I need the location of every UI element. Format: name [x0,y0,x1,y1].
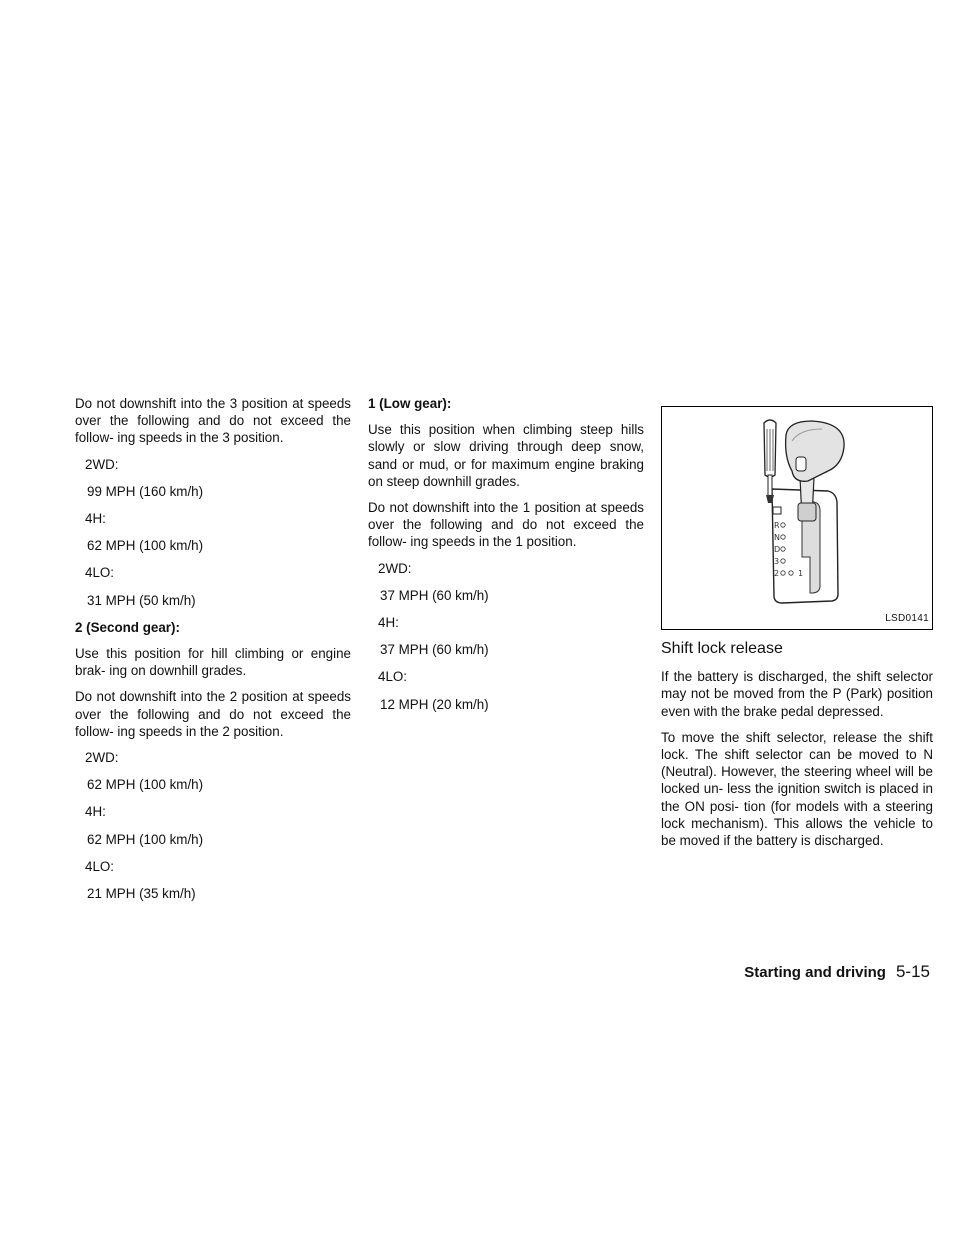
gate-label: 3 [774,557,780,566]
gate-label: 2 [774,569,780,578]
shift-lock-release-title: Shift lock release [661,640,783,657]
column-3 [661,406,933,858]
speed-value: 37 MPH (60 km/h) [380,587,489,603]
gate-label: N [774,533,780,542]
speed-value: 31 MPH (50 km/h) [87,592,196,608]
speed-label: 2WD: [85,750,119,766]
downshift-1-intro: Do not downshift into the 1 position at speeds over the following and do not exceed the follow- ing speeds in the 1 position. [368,500,644,550]
speed-label: 4H: [85,804,106,820]
speed-value: 62 MPH (100 km/h) [87,777,204,793]
second-gear-heading: 2 (Second gear): [75,619,180,635]
speed-value: 99 MPH (160 km/h) [87,483,204,499]
speed-list-1 [368,560,644,713]
column-2 [368,395,644,723]
chapter-title: Starting and driving [744,964,886,981]
gate-label: R [774,521,780,530]
low-gear-heading: 1 (Low gear): [368,396,452,411]
speed-label: 2WD: [378,560,412,576]
shift-selector-illustration [662,407,934,631]
speed-label: 4H: [85,511,106,527]
speed-value: 21 MPH (35 km/h) [87,886,196,902]
speed-label: 4LO: [85,565,115,581]
page-footer [744,962,930,982]
figure-code: LSD0141 [885,612,929,624]
speed-label: 4H: [378,615,399,631]
page-number: 5-15 [895,962,930,981]
gate-label: D [774,545,781,554]
speed-value: 62 MPH (100 km/h) [87,831,204,847]
downshift-2-intro: Do not downshift into the 2 position at speeds over the following and do not exceed the follow- ing speeds in the 2 position. [75,689,351,739]
gate-label: 1 [798,569,804,578]
speed-label: 4LO: [85,858,115,874]
speed-value: 62 MPH (100 km/h) [87,538,204,554]
speed-list-3 [75,456,351,609]
speed-list-2 [75,749,351,902]
low-gear-use: Use this position when climbing steep hills slowly or slow driving through deep snow, sand or mud, or for maximum engine braking on steep downhill grades. [368,422,644,489]
speed-label: 2WD: [85,456,119,472]
speed-value: 37 MPH (60 km/h) [380,642,489,658]
second-gear-use: Use this position for hill climbing or engine brak- ing on downhill grades. [75,646,351,679]
column-1 [75,395,351,912]
shift-lock-figure [661,406,933,630]
shift-lock-para-1: If the battery is discharged, the shift selector may not be moved from the P (Park) position even with the brake pedal depressed. [661,669,933,719]
shift-lock-para-2: To move the shift selector, release the shift lock. The shift selector can be moved to N (Neutral). However, the steering wheel will be locked un- less the ignition switch is placed in the ON posi- tion (for models with a steering lock mechanism). This allows the vehicle to be moved if the battery is discharged. [661,729,933,849]
speed-label: 4LO: [378,669,408,685]
speed-value: 12 MPH (20 km/h) [380,696,489,712]
downshift-3-intro: Do not downshift into the 3 position at speeds over the following and do not exceed the follow- ing speeds in the 3 position. [75,396,351,446]
